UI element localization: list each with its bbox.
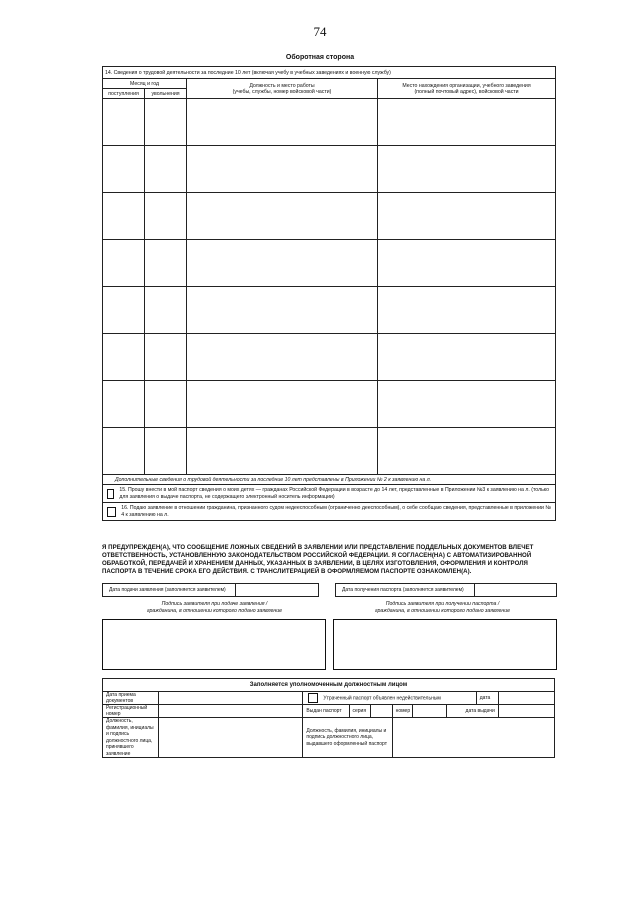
work-history-row xyxy=(103,381,556,428)
reg-number-field[interactable] xyxy=(159,705,303,718)
work-history-address-cell[interactable] xyxy=(378,381,556,428)
issue-date-label: дата выдачи xyxy=(446,705,498,718)
work-history-end-cell[interactable] xyxy=(145,240,187,287)
side-header: Оборотная сторона xyxy=(285,54,355,61)
official-header: Заполняется уполномоченным должностным лицом xyxy=(103,679,555,692)
work-history-position-cell[interactable] xyxy=(187,287,378,334)
item-15-checkbox[interactable] xyxy=(107,489,114,499)
work-history-row xyxy=(103,428,556,475)
receive-date-box xyxy=(335,583,557,597)
acceptor-field[interactable] xyxy=(159,718,303,758)
work-history-start-cell[interactable] xyxy=(103,99,145,146)
reg-number-label: Регистрационный номер xyxy=(103,705,159,718)
end-header: увольнения xyxy=(145,89,187,99)
work-history-address-cell[interactable] xyxy=(378,146,556,193)
position-header-sub: (учебы, службы, номер войсковой части) xyxy=(232,88,332,95)
item-15-text: 15. Прошу внести в мой паспорт сведения о моих детях — гражданах Российской Федерации в возрасте до 14 лет, представленные в Приложении №3 к заявлению на л. (только для заявления о выдаче паспорта, не содержащего электронный носитель информации) xyxy=(119,487,550,500)
month-year-header: Месяц и год xyxy=(103,79,187,89)
work-history-table xyxy=(102,66,556,521)
lost-date-field[interactable] xyxy=(498,692,554,705)
work-history-row xyxy=(103,287,556,334)
issuer-label: Должность, фамилия, инициалы и подпись должностного лица, выдавшего оформленный паспорт xyxy=(303,718,392,758)
lost-passport-label: Утраченный паспорт объявлен недействительным xyxy=(323,695,441,702)
work-history-address-cell[interactable] xyxy=(378,287,556,334)
address-header-main: Место нахождения организации, учебного заведения xyxy=(402,82,531,89)
work-history-position-cell[interactable] xyxy=(187,428,378,475)
work-history-position-cell[interactable] xyxy=(187,334,378,381)
legal-warning: Я ПРЕДУПРЕЖДЕН(А), ЧТО СООБЩЕНИЕ ЛОЖНЫХ СВЕДЕНИЙ В ЗАЯВЛЕНИИ ИЛИ ПРЕДСТАВЛЕНИЕ ПОДДЕЛЬНЫХ ДОКУМЕНТОВ ВЛЕЧЕТ ОТВЕТСТВЕННОСТЬ, УСТАНОВЛЕННУЮ ЗАКОНОДАТЕЛЬСТВОМ РОССИЙСКОЙ ФЕДЕРАЦИИ. Я СОГЛАСЕН(НА) С АВТОМАТИЗИРОВАННОЙ ОБРАБОТКОЙ, ПЕРЕДАЧЕЙ И ХРАНЕНИЕМ ДАННЫХ, УКАЗАННЫХ В ЗАЯВЛЕНИИ, В ЦЕЛЯХ ИЗГОТОВЛЕНИЯ, ОФОРМЛЕНИЯ И КОНТРОЛЯ ПАСПОРТА В ТЕЧЕНИЕ СРОКА ЕГО ДЕЙСТВИЯ. С ТРАНСЛИТЕРАЦИЕЙ В ОФОРМЛЯЕМОМ ПАСПОРТЕ ОЗНАКОМЛЕН(А). xyxy=(102,544,534,575)
lost-date-label: дата xyxy=(476,692,498,705)
work-history-row xyxy=(103,99,556,146)
work-history-end-cell[interactable] xyxy=(145,287,187,334)
submit-signature-caption-line2: гражданина, в отношении которого подано заявление xyxy=(146,608,283,614)
work-history-position-cell[interactable] xyxy=(187,146,378,193)
page-number: 74 xyxy=(313,24,327,39)
doc-date-label: Дата приема документов xyxy=(103,692,159,705)
submit-signature-caption xyxy=(102,601,327,615)
work-history-end-cell[interactable] xyxy=(145,146,187,193)
lost-passport-cell xyxy=(303,692,476,705)
receive-signature-caption-line1: Подпись заявителя при получении паспорта / xyxy=(385,601,500,607)
submit-date-box xyxy=(102,583,319,597)
receive-signature-caption xyxy=(330,601,555,615)
official-use-table xyxy=(102,678,555,758)
series-label: серия xyxy=(349,705,370,718)
work-history-row xyxy=(103,240,556,287)
submit-date-label: Дата подачи заявления (заполняется заявителем) xyxy=(103,584,236,596)
lost-passport-checkbox[interactable] xyxy=(308,693,318,703)
address-header xyxy=(378,79,556,99)
receive-date-label: Дата получения паспорта (заполняется заявителем) xyxy=(336,584,475,596)
work-history-end-cell[interactable] xyxy=(145,428,187,475)
work-history-start-cell[interactable] xyxy=(103,240,145,287)
work-history-start-cell[interactable] xyxy=(103,381,145,428)
work-history-address-cell[interactable] xyxy=(378,193,556,240)
work-history-address-cell[interactable] xyxy=(378,240,556,287)
work-history-address-cell[interactable] xyxy=(378,99,556,146)
work-history-position-cell[interactable] xyxy=(187,99,378,146)
work-history-start-cell[interactable] xyxy=(103,428,145,475)
work-history-start-cell[interactable] xyxy=(103,146,145,193)
receive-signature-caption-line2: гражданина, в отношении которого подано заявление xyxy=(374,608,511,614)
issue-date-field[interactable] xyxy=(498,705,554,718)
work-history-end-cell[interactable] xyxy=(145,193,187,240)
work-history-end-cell[interactable] xyxy=(145,381,187,428)
number-label: номер xyxy=(392,705,412,718)
position-header xyxy=(187,79,378,99)
issued-label: Выдан паспорт xyxy=(303,705,349,718)
work-history-position-cell[interactable] xyxy=(187,193,378,240)
work-history-address-cell[interactable] xyxy=(378,428,556,475)
work-history-row xyxy=(103,193,556,240)
work-history-position-cell[interactable] xyxy=(187,381,378,428)
series-field[interactable] xyxy=(370,705,392,718)
doc-date-field[interactable] xyxy=(159,692,303,705)
submit-signature-caption-line1: Подпись заявителя при подаче заявления / xyxy=(161,601,268,607)
item-16-checkbox[interactable] xyxy=(107,507,116,517)
item-16 xyxy=(103,503,556,521)
submit-date-field[interactable] xyxy=(236,584,318,596)
work-history-start-cell[interactable] xyxy=(103,334,145,381)
extra-info-note: Дополнительные сведения о трудовой деятельности за последние 10 лет представлены в Приложении № 2 к заявлению на л. xyxy=(103,475,556,485)
submit-signature-box[interactable] xyxy=(102,619,326,670)
work-history-row xyxy=(103,334,556,381)
receive-date-field[interactable] xyxy=(475,584,556,596)
receive-signature-box[interactable] xyxy=(333,619,557,670)
work-history-start-cell[interactable] xyxy=(103,287,145,334)
issuer-field[interactable] xyxy=(392,718,554,758)
number-field[interactable] xyxy=(412,705,446,718)
start-header: поступления xyxy=(103,89,145,99)
work-history-row xyxy=(103,146,556,193)
work-history-end-cell[interactable] xyxy=(145,99,187,146)
item-15 xyxy=(103,485,556,503)
work-history-address-cell[interactable] xyxy=(378,334,556,381)
position-header-main: Должность и место работы xyxy=(249,82,315,89)
work-history-start-cell[interactable] xyxy=(103,193,145,240)
work-history-position-cell[interactable] xyxy=(187,240,378,287)
acceptor-label: Должность, фамилия, инициалы и подпись должностного лица, принявшего заявление xyxy=(103,718,159,758)
work-history-end-cell[interactable] xyxy=(145,334,187,381)
section-14-title: 14. Сведения о трудовой деятельности за последние 10 лет (включая учебу в учебных заведениях и военную службу) xyxy=(103,67,556,79)
item-16-text: 16. Подаю заявление в отношении гражданина, признанного судом недееспособным (ограниченно дееспособным), о себе сообщаю сведения, представленные в приложении № 4 к заявлению на л. xyxy=(121,505,551,518)
address-header-sub: (полный почтовый адрес), войсковой части xyxy=(414,88,519,95)
